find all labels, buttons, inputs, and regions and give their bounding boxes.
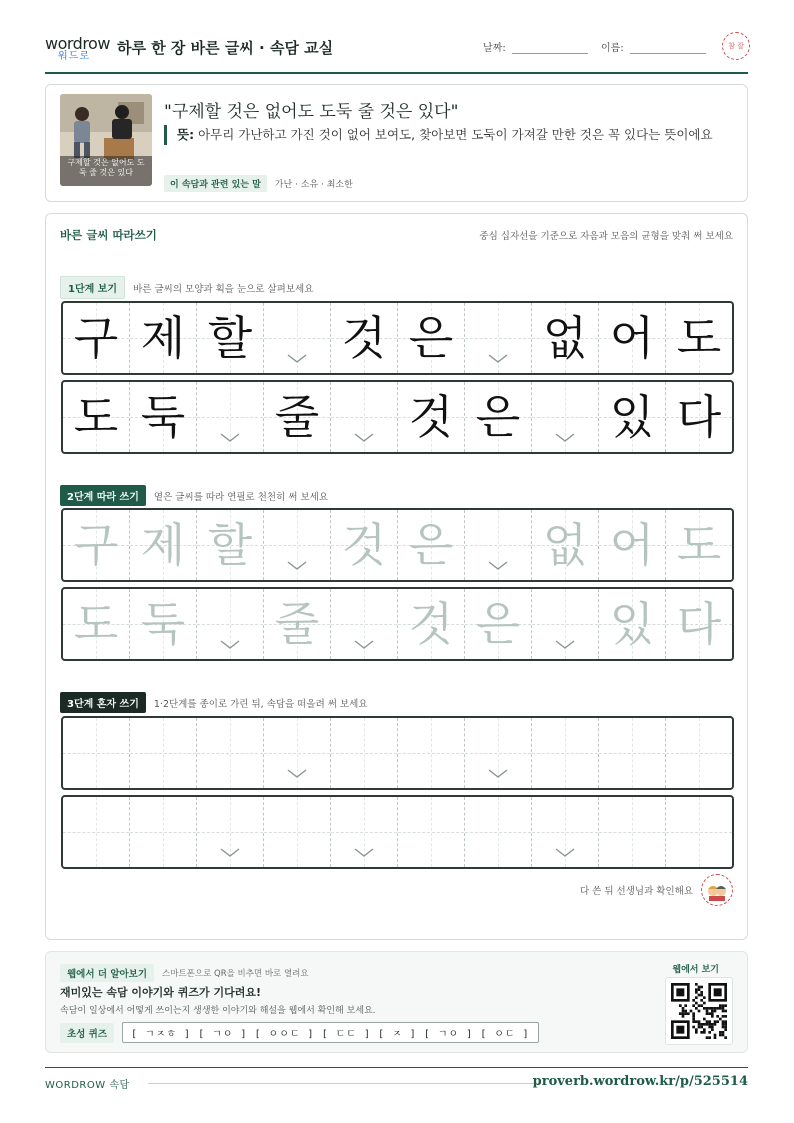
trace-glyph: 어 — [609, 518, 655, 572]
writing-cell — [264, 303, 331, 373]
meaning-label: 뜻: — [177, 127, 195, 142]
writing-cell — [197, 303, 264, 373]
writing-cell[interactable] — [599, 797, 666, 867]
grid-row-step1-line1 — [61, 301, 734, 375]
model-glyph: 은 — [408, 311, 454, 365]
writing-cell — [532, 382, 599, 452]
writing-cell[interactable] — [197, 718, 264, 788]
writing-cell[interactable] — [130, 589, 197, 659]
trace-glyph: 다 — [676, 597, 722, 651]
trace-glyph: 할 — [207, 518, 253, 572]
model-glyph: 것 — [341, 311, 387, 365]
space-mark-icon — [287, 763, 307, 782]
space-mark-icon — [488, 555, 508, 574]
qr-code[interactable] — [665, 977, 733, 1045]
space-mark-icon — [555, 634, 575, 653]
writing-cell[interactable] — [465, 589, 532, 659]
footer-divider — [148, 1083, 540, 1084]
wordrow-logo — [45, 34, 110, 64]
writing-cell[interactable] — [532, 510, 599, 580]
writing-cell[interactable] — [264, 718, 331, 788]
trace-glyph: 줄 — [274, 597, 320, 651]
trace-glyph: 없 — [542, 518, 588, 572]
stamp-text: 참 잘 — [728, 42, 744, 50]
writing-cell — [599, 382, 666, 452]
writing-cell[interactable] — [331, 510, 398, 580]
writing-cell[interactable] — [599, 510, 666, 580]
model-glyph: 도 — [676, 311, 722, 365]
writing-cell[interactable] — [63, 718, 130, 788]
name-field[interactable] — [630, 53, 706, 54]
trace-glyph: 은 — [408, 518, 454, 572]
step1-header — [60, 276, 313, 299]
web-tag-hint: 스마트폰으로 QR을 비추면 바로 열려요 — [162, 969, 309, 979]
model-glyph: 있 — [609, 390, 655, 444]
trace-glyph: 것 — [341, 518, 387, 572]
teacher-stamp-icon — [701, 874, 733, 906]
writing-cell — [599, 303, 666, 373]
writing-cell — [398, 382, 465, 452]
footer-url[interactable]: proverb.wordrow.kr/p/525514 — [532, 1074, 748, 1089]
grid-row-step2-line1[interactable] — [61, 508, 734, 582]
writing-cell[interactable] — [63, 589, 130, 659]
writing-cell[interactable] — [398, 589, 465, 659]
writing-cell[interactable] — [532, 718, 599, 788]
step3-desc: 1·2단계를 종이로 가린 뒤, 속담을 떠올려 써 보세요 — [153, 698, 368, 710]
worksheet-title: 하루 한 장 바른 글씨 · 속담 교실 — [117, 39, 334, 57]
trace-glyph: 도 — [73, 597, 119, 651]
writing-cell[interactable] — [532, 589, 599, 659]
writing-cell[interactable] — [599, 718, 666, 788]
proverb-quote: "구제할 것은 없어도 도둑 줄 것은 있다" — [164, 102, 459, 122]
web-desc: 속담이 일상에서 어떻게 쓰이는지 생생한 이야기와 해설을 웹에서 확인해 보세요. — [60, 1006, 376, 1016]
writing-cell — [465, 303, 532, 373]
writing-cell[interactable] — [264, 510, 331, 580]
illustration-caption: 구제할 것은 없어도 도둑 줄 것은 있다 — [67, 158, 145, 177]
proverb-illustration — [60, 94, 152, 186]
practice-card — [45, 213, 748, 940]
grid-row-step1-line2 — [61, 380, 734, 454]
related-words — [164, 175, 353, 192]
name-label: 이름: — [601, 43, 624, 54]
space-mark-icon — [287, 555, 307, 574]
model-glyph: 제 — [140, 311, 186, 365]
writing-cell — [532, 303, 599, 373]
step1-tag: 1단계 보기 — [60, 276, 125, 299]
writing-cell[interactable] — [398, 797, 465, 867]
space-mark-icon — [555, 427, 575, 446]
writing-cell[interactable] — [331, 718, 398, 788]
practice-title: 바른 글씨 따라쓰기 — [60, 228, 157, 242]
writing-cell[interactable] — [63, 797, 130, 867]
writing-cell — [197, 382, 264, 452]
qr-code-icon — [671, 983, 727, 1039]
writing-cell — [331, 382, 398, 452]
model-glyph: 둑 — [140, 390, 186, 444]
writing-cell[interactable] — [264, 589, 331, 659]
trace-glyph: 도 — [676, 518, 722, 572]
writing-cell — [666, 382, 732, 452]
writing-cell[interactable] — [63, 510, 130, 580]
trace-glyph: 제 — [140, 518, 186, 572]
model-glyph: 없 — [542, 311, 588, 365]
step3-header — [60, 692, 368, 713]
step2-header — [60, 485, 328, 506]
related-tag: 이 속담과 관련 있는 말 — [164, 175, 267, 192]
logo-wordmark: wordrow — [45, 34, 110, 53]
model-glyph: 것 — [408, 390, 454, 444]
writing-cell[interactable] — [197, 797, 264, 867]
writing-cell — [63, 382, 130, 452]
grid-row-step3-line2[interactable] — [61, 795, 734, 869]
writing-cell — [130, 382, 197, 452]
trace-glyph: 은 — [475, 597, 521, 651]
writing-cell — [331, 303, 398, 373]
writing-cell — [130, 303, 197, 373]
teacher-confirm — [580, 874, 733, 906]
trace-glyph: 구 — [73, 518, 119, 572]
date-label: 날짜: — [483, 43, 506, 54]
meaning-text: 아무리 가난하고 가진 것이 없어 보여도, 찾아보면 도둑이 가져갈 만한 것은 꼭 있다는 뜻이에요 — [198, 127, 713, 142]
footer-rule — [45, 1067, 748, 1068]
writing-cell — [465, 382, 532, 452]
writing-cell — [666, 303, 732, 373]
model-glyph: 할 — [207, 311, 253, 365]
trace-glyph: 둑 — [140, 597, 186, 651]
model-glyph: 구 — [73, 311, 119, 365]
model-glyph: 은 — [475, 390, 521, 444]
writing-cell[interactable] — [532, 797, 599, 867]
writing-cell[interactable] — [264, 797, 331, 867]
writing-cell — [398, 303, 465, 373]
space-mark-icon — [220, 634, 240, 653]
writing-cell[interactable] — [197, 589, 264, 659]
model-glyph: 다 — [676, 390, 722, 444]
step1-desc: 바른 글씨의 모양과 획을 눈으로 살펴보세요 — [133, 283, 314, 295]
stamp-icon — [722, 32, 750, 60]
writing-cell[interactable] — [130, 797, 197, 867]
writing-cell[interactable] — [666, 589, 732, 659]
footer-brand: WORDROW 속담 — [45, 1080, 130, 1091]
space-mark-icon — [354, 427, 374, 446]
writing-cell[interactable] — [666, 797, 732, 867]
writing-cell[interactable] — [666, 510, 732, 580]
quiz-row — [60, 1022, 539, 1043]
web-info-card — [45, 951, 748, 1053]
grid-row-step3-line1[interactable] — [61, 716, 734, 790]
confirm-text: 다 쓴 뒤 선생님과 확인해요 — [579, 886, 693, 897]
space-mark-icon — [555, 842, 575, 861]
web-headline: 재미있는 속담 이야기와 퀴즈가 기다려요! — [60, 986, 261, 999]
space-mark-icon — [488, 348, 508, 367]
model-glyph: 줄 — [274, 390, 320, 444]
qr-label: 웹에서 보기 — [672, 965, 719, 975]
space-mark-icon — [220, 842, 240, 861]
writing-cell — [63, 303, 130, 373]
writing-cell[interactable] — [465, 797, 532, 867]
related-list: 가난 · 소유 · 최소한 — [274, 180, 353, 190]
writing-cell[interactable] — [130, 510, 197, 580]
proverb-card — [45, 84, 748, 202]
practice-hint: 중심 십자선을 기준으로 자음과 모음의 균형을 맞춰 써 보세요 — [479, 231, 733, 242]
space-mark-icon — [488, 763, 508, 782]
writing-cell[interactable] — [666, 718, 732, 788]
writing-cell[interactable] — [331, 797, 398, 867]
quiz-answer-box: [ ㄱㅈㅎ ] [ ㄱㅇ ] [ ㅇㅇㄷ ] [ ㄷㄷ ] [ ㅈ ] [ ㄱㅇ ] [ ㅇㄷ ] — [122, 1022, 539, 1043]
writing-cell[interactable] — [130, 718, 197, 788]
writing-cell[interactable] — [398, 510, 465, 580]
trace-glyph: 있 — [609, 597, 655, 651]
space-mark-icon — [354, 634, 374, 653]
model-glyph: 어 — [609, 311, 655, 365]
step3-tag: 3단계 혼자 쓰기 — [60, 692, 146, 713]
writing-cell[interactable] — [599, 589, 666, 659]
web-tag-row — [60, 964, 309, 982]
space-mark-icon — [354, 842, 374, 861]
web-tag: 웹에서 더 알아보기 — [60, 964, 154, 982]
writing-cell[interactable] — [465, 718, 532, 788]
space-mark-icon — [220, 427, 240, 446]
quiz-tag: 초성 퀴즈 — [60, 1023, 114, 1043]
step2-desc: 옅은 글씨를 따라 연필로 천천히 써 보세요 — [153, 491, 329, 503]
model-glyph: 도 — [73, 390, 119, 444]
writing-cell[interactable] — [331, 589, 398, 659]
writing-cell[interactable] — [197, 510, 264, 580]
writing-cell[interactable] — [398, 718, 465, 788]
space-mark-icon — [287, 348, 307, 367]
grid-row-step2-line2[interactable] — [61, 587, 734, 661]
date-field[interactable] — [512, 53, 588, 54]
step2-tag: 2단계 따라 쓰기 — [60, 485, 146, 506]
page-header — [45, 30, 748, 74]
logo-korean: 워드로 — [58, 51, 90, 62]
writing-cell — [264, 382, 331, 452]
trace-glyph: 것 — [408, 597, 454, 651]
meaning-box — [164, 125, 734, 145]
writing-cell[interactable] — [465, 510, 532, 580]
